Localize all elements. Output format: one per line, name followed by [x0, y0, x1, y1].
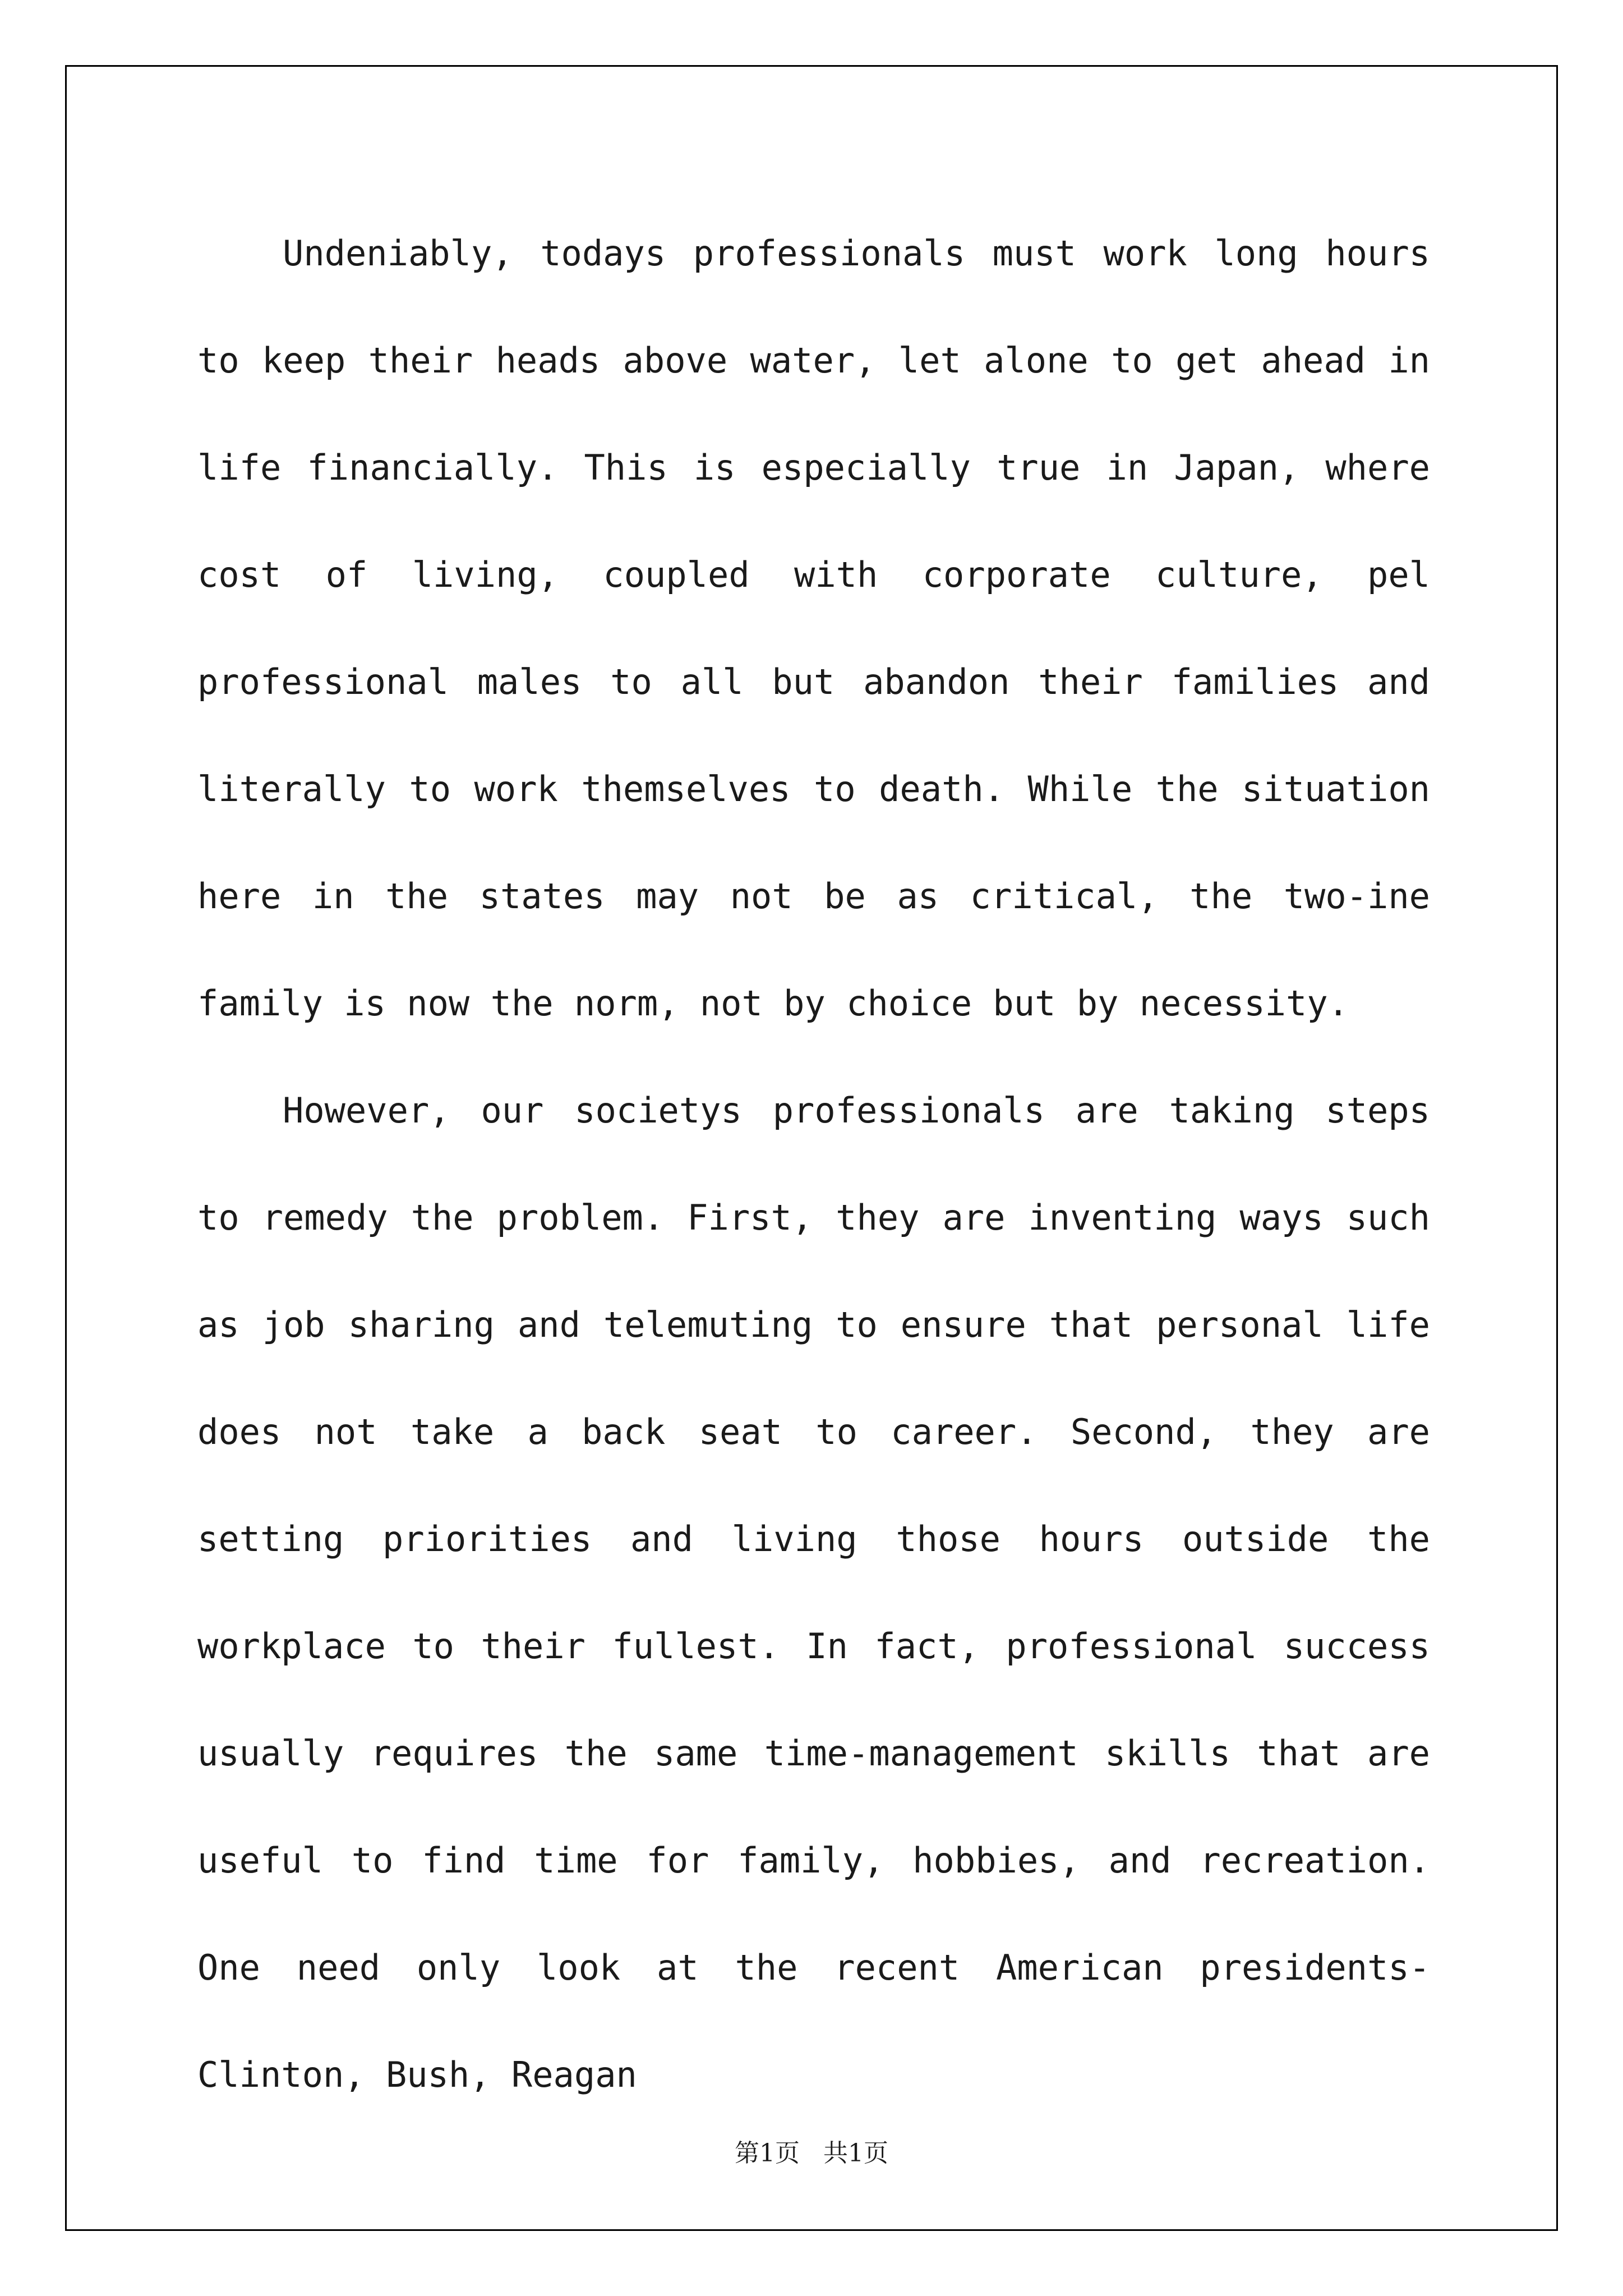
paragraph-2: However, our societys professionals are taking steps to remedy the problem. First, they are inventing ways such as job sharing and telemuting to ensure that personal life does not take a back seat to career. Second, they are setting priorities and living those hours outside the workplace to their fullest. In fact, professional success usually requires the same time-management skills that are useful to find time for family, hobbies, and recreation. One need only look at the recent American presidents-Clinton, Bush, Reagan — [197, 1090, 1430, 2095]
page-number-footer: 第1页 共1页 — [735, 2139, 888, 2168]
paragraph-1: Undeniably, todays professionals must work long hours to keep their heads above water, let alone to get ahead in life financially. This is especially true in Japan, where cost of living, coupled with corporate culture, pel professional males to all but abandon their families and literally to work themselves to death. While the situation here in the states may not be as critical, the two-ine family is now the norm, not by choice but by necessity. — [197, 233, 1430, 1024]
document-body — [197, 200, 1430, 2128]
